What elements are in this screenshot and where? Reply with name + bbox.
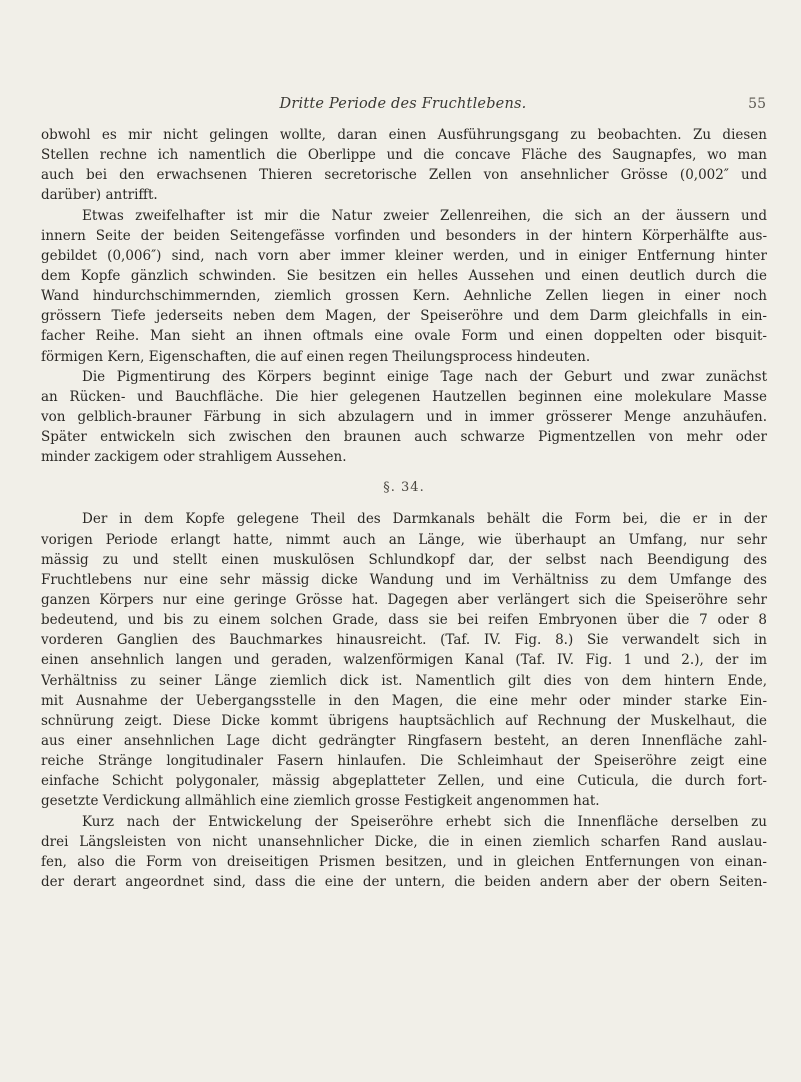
text-line: einfache Schicht polygonaler, mässig abgeplatteter Zellen, und eine Cuticula, die durch fort- [41,773,767,790]
running-title: Dritte Periode des Fruchtlebens. [279,96,527,112]
text-line: Wand hindurchschimmernden, ziemlich grossen Kern. Aehnliche Zellen liegen in einer noch [41,288,767,305]
text-block-before-section [41,125,767,467]
running-head [40,96,766,116]
text-line: grössern Tiefe jederseits neben dem Magen, der Speiseröhre und dem Darm gleichfalls in ein- [41,308,767,325]
text-line: mässig zu und stellt einen muskulösen Schlundkopf dar, der selbst nach Beendigung des [41,551,767,568]
text-line: auch bei den erwachsenen Thieren secretorische Zellen von ansehnlicher Grösse (0,002″ und [41,167,767,184]
page-number: 55 [748,96,766,112]
text-line: gebildet (0,006″) sind, nach vorn aber immer kleiner werden, und in einiger Entfernung hinter [41,247,767,264]
text-line: gesetzte Verdickung allmählich eine ziemlich grosse Festigkeit angenommen hat. [41,793,600,810]
text-line: förmigen Kern, Eigenschaften, die auf einen regen Theilungsprocess hindeuten. [41,348,591,365]
text-line: ganzen Körpers nur eine geringe Grösse hat. Dagegen aber verlängert sich die Speiseröhre sehr [41,591,767,608]
text-line: dem Kopfe gänzlich schwinden. Sie besitzen ein helles Aussehen und einen deutlich durch die [41,267,767,284]
text-line: Später entwickeln sich zwischen den braunen auch schwarze Pigmentzellen von mehr oder [41,429,767,446]
text-line: vorigen Periode erlangt hatte, nimmt auch an Länge, wie überhaupt an Umfang, nur sehr [41,531,767,548]
text-line: Die Pigmentirung des Körpers beginnt einige Tage nach der Geburt und zwar zunächst [82,368,767,385]
text-line: drei Längsleisten von nicht unansehnlicher Dicke, die in einen ziemlich scharfen Rand auslau- [41,833,767,850]
text-line: vorderen Ganglien des Bauchmarkes hinausreicht. (Taf. IV. Fig. 8.) Sie verwandelt sich in [41,632,767,649]
text-line: von gelblich-brauner Färbung in sich abzulagern und in immer grösserer Menge anzuhäufen. [41,408,767,425]
text-line: aus einer ansehnlichen Lage dicht gedrängter Ringfasern besteht, an deren Innenfläche zahl- [41,732,767,749]
text-line: schnürung zeigt. Diese Dicke kommt übrigens hauptsächlich auf Rechnung der Muskelhaut, die [41,712,767,729]
text-line: an Rücken- und Bauchfläche. Die hier gelegenen Hautzellen beginnen eine molekulare Masse [41,388,767,405]
text-line: der derart angeordnet sind, dass die eine der untern, die beiden andern aber der obern Seiten- [41,873,767,890]
text-line: mit Ausnahme der Uebergangsstelle in den Magen, die eine mehr oder minder starke Ein- [41,692,767,709]
body-text [41,125,767,892]
text-line: einen ansehnlich langen und geraden, walzenförmigen Kanal (Taf. IV. Fig. 1 und 2.), der im [41,652,767,669]
text-line: darüber) antrifft. [41,187,158,204]
section-heading: §. 34. [383,480,425,496]
text-line: obwohl es mir nicht gelingen wollte, daran einen Ausführungsgang zu beobachten. Zu diesen [41,127,767,143]
text-line: minder zackigem oder strahligem Aussehen. [41,449,347,466]
text-line: innern Seite der beiden Seitengefässe vorfinden und besonders in der hintern Körperhälfte aus- [41,227,767,244]
text-line: Fruchtlebens nur eine sehr mässig dicke Wandung und im Verhältniss zu dem Umfange des [41,571,767,588]
text-line: Stellen rechne ich namentlich die Oberlippe und die concave Fläche des Saugnapfes, wo man [41,147,767,164]
text-line: reiche Stränge longitudinaler Fasern hinlaufen. Die Schleimhaut der Speiseröhre zeigt eine [41,753,767,770]
text-line: Der in dem Kopfe gelegene Theil des Darmkanals behält die Form bei, die er in der [82,511,767,528]
text-line: fen, also die Form von dreiseitigen Prismen besitzen, und in gleichen Entfernungen von einan- [41,853,767,870]
text-line: bedeutend, und bis zu einem solchen Grade, dass sie bei reifen Embryonen über die 7 oder 8 [41,612,767,629]
text-line: Etwas zweifelhafter ist mir die Natur zweier Zellenreihen, die sich an der äussern und [82,207,767,224]
text-line: Verhältniss zu seiner Länge ziemlich dick ist. Namentlich gilt dies von dem hintern Ende, [41,672,767,689]
text-line: facher Reihe. Man sieht an ihnen oftmals eine ovale Form und einen doppelten oder bisquit- [41,328,767,345]
text-line: Kurz nach der Entwickelung der Speiseröhre erhebt sich die Innenfläche derselben zu [82,813,767,830]
text-block-after-section [41,509,767,892]
